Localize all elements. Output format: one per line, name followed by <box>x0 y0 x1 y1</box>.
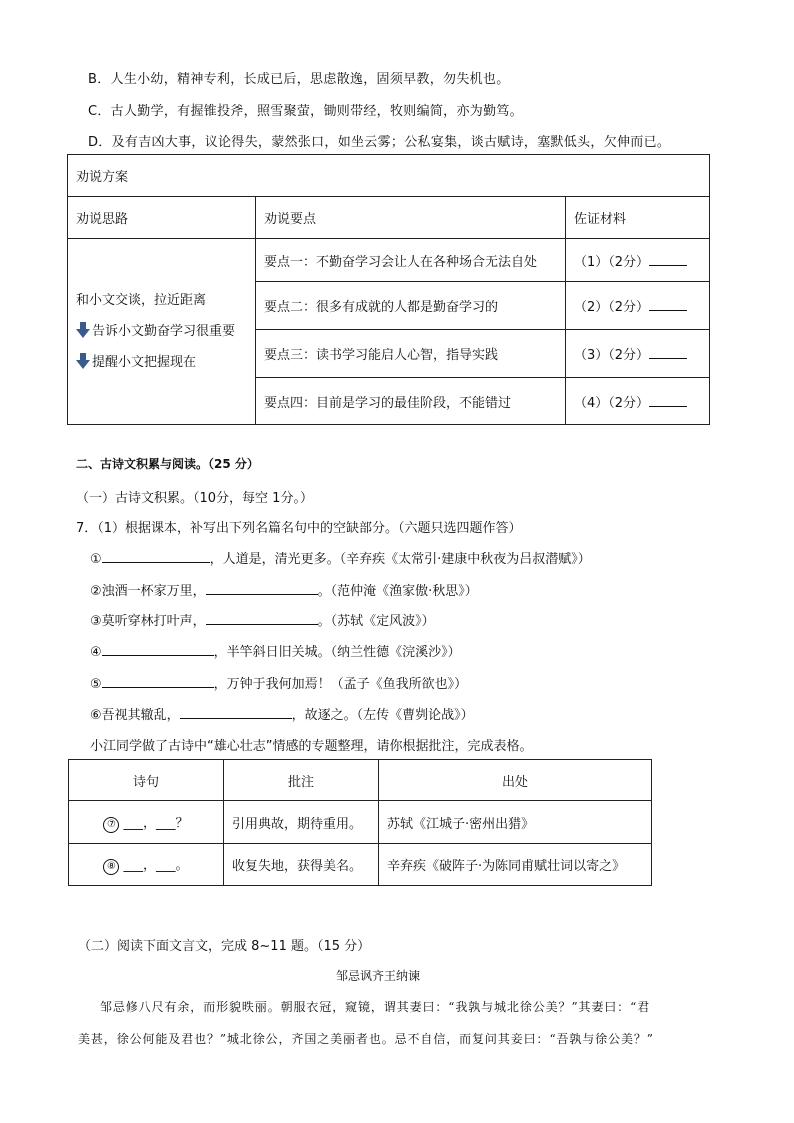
verse-7[interactable]: ⑦ ___，___？ <box>69 801 224 844</box>
evidence-2: （2）（2分） <box>566 282 710 330</box>
option-c: C．古人勤学，有握锥投斧，照雪聚萤，锄则带经，牧则编简，亦为勤笃。 <box>88 104 523 119</box>
answer-blank[interactable] <box>102 550 210 563</box>
passage-line-1: 邹忌修八尺有余，而形貌昳丽。朝服衣冠，窥镜，谓其妻曰：“我孰与城北徐公美？”其妻曰：“君 <box>100 1000 651 1014</box>
section-heading: 二、古诗文积累与阅读。（25 分） <box>76 457 259 471</box>
table-title: 劝说方案 <box>68 155 710 197</box>
approach-cell <box>68 239 256 425</box>
evidence-1: （1）（2分） <box>566 239 710 282</box>
fill-line-5: ⑤ ，万钟于我何加焉！（孟子《鱼我所欲也》） <box>90 677 468 692</box>
poem-table <box>68 759 652 886</box>
approach-step-3: 提醒小文把握现在 <box>76 347 247 378</box>
persuade-table <box>67 154 710 425</box>
approach-step-2: 告诉小文勤奋学习很重要 <box>76 316 247 347</box>
answer-blank[interactable] <box>649 298 687 311</box>
point-4: 要点四：目前是学习的最佳阶段，不能错过 <box>256 378 566 425</box>
note-7: 引用典故，期待重用。 <box>224 801 379 844</box>
answer-blank[interactable] <box>102 643 214 656</box>
fill-line-6: ⑥吾视其辙乱， ，故逐之。（左传《曹刿论战》） <box>90 708 474 723</box>
answer-blank[interactable] <box>649 394 687 407</box>
option-d: D．及有吉凶大事，议论得失，蒙然张口，如坐云雾；公私宴集，谈古赋诗，塞默低头，欠伸而已。 <box>88 135 671 150</box>
passage-line-2: 美甚，徐公何能及君也？”城北徐公，齐国之美丽者也。忌不自信，而复问其妾曰：“吾孰与徐公美？” <box>78 1032 654 1046</box>
question-7: 7．（1）根据课本，补写出下列名篇名句中的空缺部分。（六题只选四题作答） <box>76 521 522 536</box>
evidence-4: （4）（2分） <box>566 378 710 425</box>
answer-blank[interactable] <box>649 253 687 266</box>
subsection-reading: （二）阅读下面文言文，完成 8~11 题。（15 分） <box>78 939 371 954</box>
fill-line-4: ④ ，半竿斜日旧关城。（纳兰性德《浣溪沙》） <box>90 645 461 660</box>
evidence-3: （3）（2分） <box>566 330 710 378</box>
table-intro: 小江同学做了古诗中“雄心壮志”情感的专题整理，请你根据批注，完成表格。 <box>90 739 533 754</box>
point-1: 要点一：不勤奋学习会让人在各种场合无法自处 <box>256 239 566 282</box>
passage-title: 邹忌讽齐王纳谏 <box>336 969 421 983</box>
verse-8[interactable]: ⑧ ___，___。 <box>69 844 224 886</box>
header-source: 出处 <box>379 760 652 801</box>
source-7: 苏轼《江城子·密州出猎》 <box>379 801 652 844</box>
header-note: 批注 <box>224 760 379 801</box>
arrow-down-icon <box>76 353 90 369</box>
approach-step-1: 和小文交谈，拉近距离 <box>76 293 207 308</box>
header-points: 劝说要点 <box>256 197 566 239</box>
answer-blank[interactable] <box>206 582 318 595</box>
point-2: 要点二：很多有成就的人都是勤奋学习的 <box>256 282 566 330</box>
fill-line-3: ③莫听穿林打叶声， 。（苏轼《定风波》） <box>90 614 435 629</box>
source-8: 辛弃疾《破阵子·为陈同甫赋壮词以寄之》 <box>379 844 652 886</box>
answer-blank[interactable] <box>102 675 214 688</box>
header-evidence: 佐证材料 <box>566 197 710 239</box>
subsection-heading: （一）古诗文积累。（10分，每空 1分。） <box>76 491 313 506</box>
answer-blank[interactable] <box>180 706 292 719</box>
fill-line-1: ① ，人道是，清光更多。（辛弃疾《太常引·建康中秋夜为吕叔潜赋》） <box>90 552 591 567</box>
note-8: 收复失地，获得美名。 <box>224 844 379 886</box>
arrow-down-icon <box>76 322 90 338</box>
header-verse: 诗句 <box>69 760 224 801</box>
header-approach: 劝说思路 <box>68 197 256 239</box>
fill-line-2: ②浊酒一杯家万里， 。（范仲淹《渔家傲·秋思》） <box>90 584 478 599</box>
point-3: 要点三：读书学习能启人心智，指导实践 <box>256 330 566 378</box>
option-b: B．人生小幼，精神专利，长成已后，思虑散逸，固须早教，勿失机也。 <box>88 72 510 87</box>
answer-blank[interactable] <box>649 346 687 359</box>
answer-blank[interactable] <box>206 612 318 625</box>
